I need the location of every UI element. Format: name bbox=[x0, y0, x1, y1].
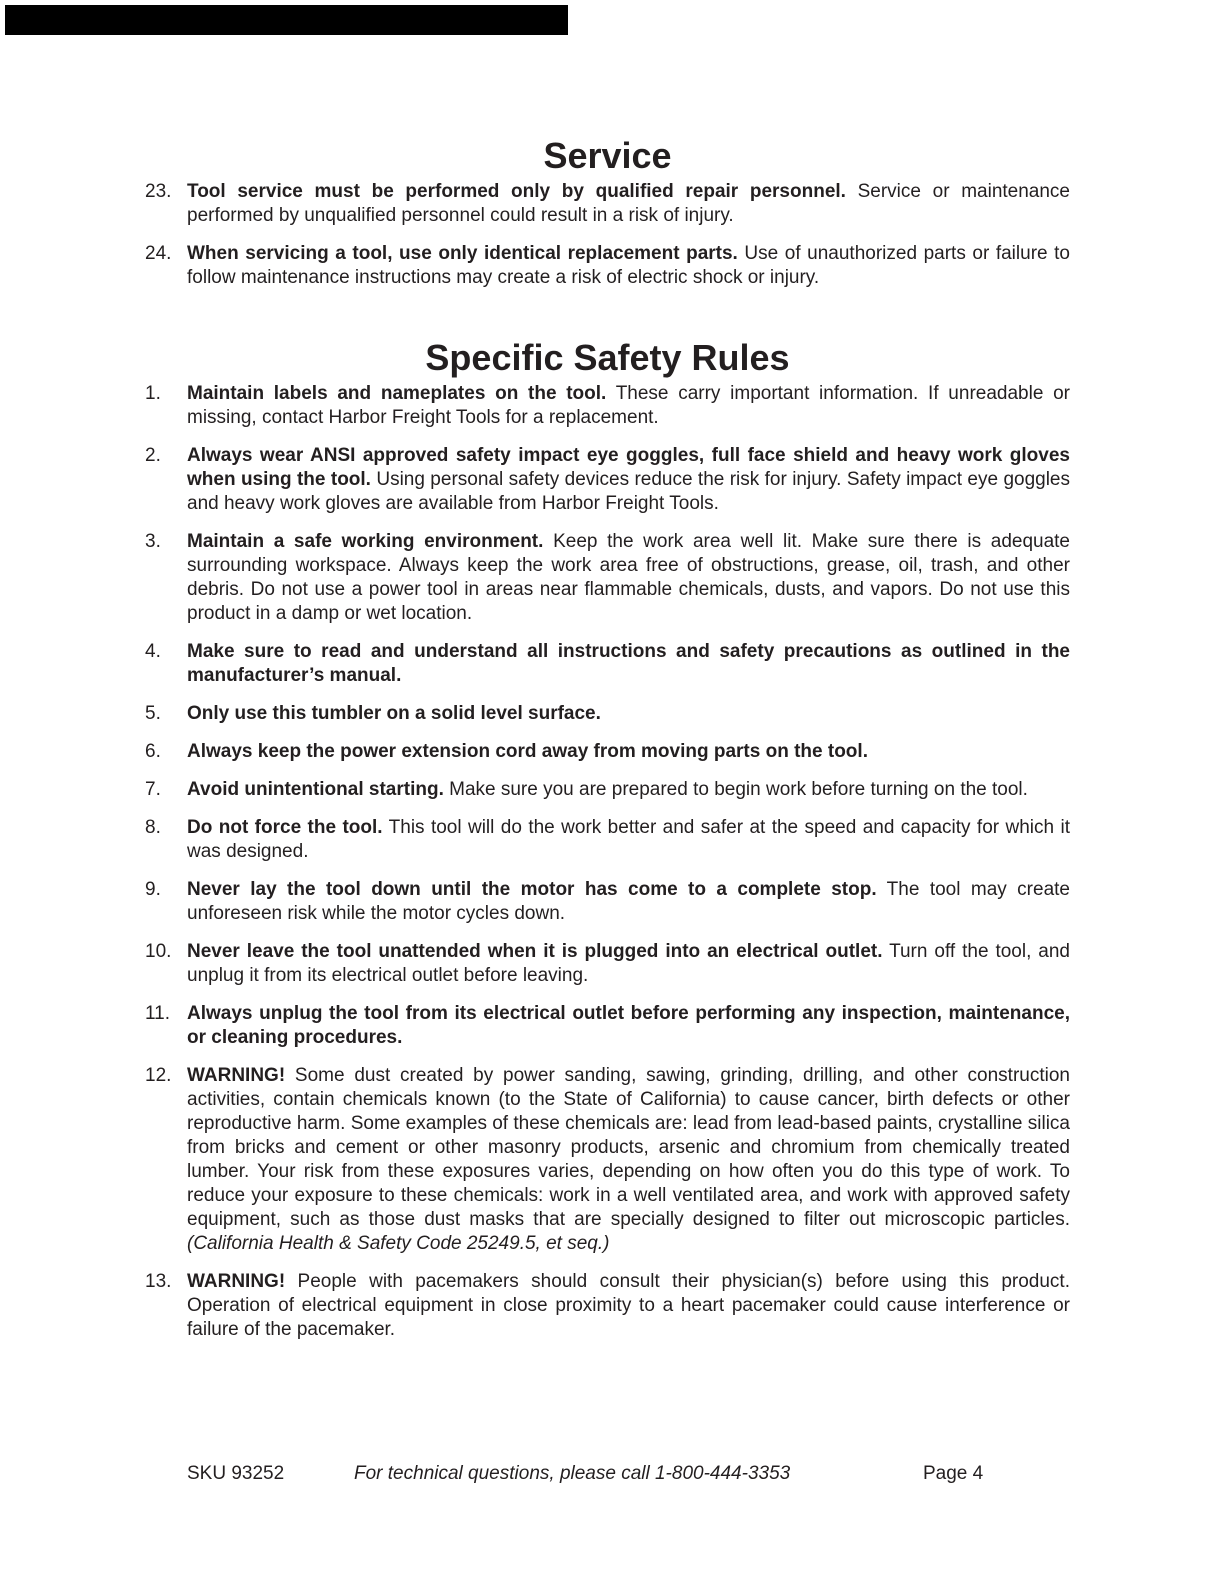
rule-number: 24. bbox=[145, 243, 172, 264]
rule-number: 6. bbox=[145, 741, 161, 762]
rule-lead: WARNING! bbox=[187, 1065, 286, 1086]
rule-item bbox=[145, 640, 1070, 688]
rule-number: 3. bbox=[145, 531, 161, 552]
rule-number: 10. bbox=[145, 941, 172, 962]
rule-item bbox=[145, 180, 1070, 228]
rule-body: Using personal safety devices reduce the risk for injury. Safety impact eye goggles and heavy work gloves are available from Harbor Freight Tools. bbox=[187, 469, 1071, 514]
rule-number: 7. bbox=[145, 779, 161, 800]
rule-number: 4. bbox=[145, 641, 161, 662]
rule-item bbox=[145, 778, 1070, 802]
rule-number: 1. bbox=[145, 383, 161, 404]
rule-item bbox=[145, 1064, 1070, 1256]
rule-lead: Do not force the tool. bbox=[187, 817, 383, 838]
rule-body: Turn off the tool, and unplug it from its electrical outlet before leaving. bbox=[187, 941, 1070, 986]
rule-item bbox=[145, 444, 1070, 516]
rule-body: These carry important information. If unreadable or missing, contact Harbor Freight Tools for a replacement. bbox=[187, 383, 1070, 428]
rule-item bbox=[145, 940, 1070, 988]
page-content bbox=[145, 132, 1070, 1356]
rule-number: 12. bbox=[145, 1065, 172, 1086]
rule-item bbox=[145, 740, 1070, 764]
rule-lead: Always wear ANSI approved safety impact eye goggles, full face shield and heavy work gloves when using the tool. bbox=[187, 445, 1070, 490]
rule-body: People with pacemakers should consult their physician(s) before using this product. Operation of electrical equipment in close proximity to a heart pacemaker could cause interference or failure of the pacemaker. bbox=[187, 1271, 1070, 1340]
rule-lead: Maintain labels and nameplates on the tool. bbox=[187, 383, 607, 404]
specific-rule-list bbox=[145, 382, 1070, 1342]
rule-number: 23. bbox=[145, 181, 172, 202]
rule-lead: Tool service must be performed only by qualified repair personnel. bbox=[187, 181, 846, 202]
rule-item bbox=[145, 1270, 1070, 1342]
header-redaction-bar bbox=[5, 5, 568, 35]
rule-body: Use of unauthorized parts or failure to follow maintenance instructions may create a risk of electric shock or injury. bbox=[187, 243, 1070, 288]
rule-body: Keep the work area well lit. Make sure there is adequate surrounding workspace. Always keep the work area free of obstructions, grease, oil, trash, and other debris. Do not use a power tool in areas near flammable chemicals, dusts, and vapors. Do not use this product in a damp or wet location. bbox=[187, 531, 1070, 624]
rule-body: Service or maintenance performed by unqualified personnel could result in a risk of injury. bbox=[187, 181, 1070, 226]
rule-lead: Always keep the power extension cord away from moving parts on the tool. bbox=[187, 741, 868, 762]
rule-lead: Never leave the tool unattended when it is plugged into an electrical outlet. bbox=[187, 941, 883, 962]
section-gap bbox=[145, 304, 1070, 334]
rule-item bbox=[145, 878, 1070, 926]
rule-item bbox=[145, 816, 1070, 864]
rule-lead: Make sure to read and understand all instructions and safety precautions as outlined in the manufacturer’s manual. bbox=[187, 641, 1070, 686]
rule-item bbox=[145, 382, 1070, 430]
specific-safety-heading: Specific Safety Rules bbox=[425, 337, 790, 378]
rule-item bbox=[145, 702, 1070, 726]
rule-item bbox=[145, 242, 1070, 290]
rule-item bbox=[145, 530, 1070, 626]
rule-body: Make sure you are prepared to begin work before turning on the tool. bbox=[443, 779, 1028, 800]
rule-lead: Always unplug the tool from its electrical outlet before performing any inspection, maintenance, or cleaning procedures. bbox=[187, 1003, 1070, 1048]
rule-lead: Avoid unintentional starting. bbox=[187, 779, 444, 800]
rule-number: 8. bbox=[145, 817, 161, 838]
rule-body: This tool will do the work better and safer at the speed and capacity for which it was designed. bbox=[187, 817, 1070, 862]
rule-number: 13. bbox=[145, 1271, 172, 1292]
rule-lead: Maintain a safe working environment. bbox=[187, 531, 544, 552]
rule-body: Some dust created by power sanding, sawing, grinding, drilling, and other construction activities, contain chemicals known (to the State of California) to cause cancer, birth defects or other reproductive harm. Some examples of these chemicals are: lead from lead-based paints, crystalline silica from bricks and cement or other masonry products, arsenic and chromium from chemically treated lumber. Your risk from these exposures varies, depending on how often you do this type of work. To reduce your exposure to these chemicals: work in a well ventilated area, and work with approved safety equipment, such as those dust masks that are specially designed to filter out microscopic particles. bbox=[187, 1065, 1070, 1230]
rule-lead: When servicing a tool, use only identical replacement parts. bbox=[187, 243, 738, 264]
rule-citation: (California Health & Safety Code 25249.5, et seq.) bbox=[187, 1233, 610, 1254]
footer-page-number: Page 4 bbox=[923, 1463, 984, 1484]
footer-sku: SKU 93252 bbox=[187, 1463, 285, 1484]
rule-number: 9. bbox=[145, 879, 161, 900]
rule-number: 5. bbox=[145, 703, 161, 724]
page-footer bbox=[187, 1462, 987, 1486]
rule-lead: Never lay the tool down until the motor has come to a complete stop. bbox=[187, 879, 877, 900]
rule-lead: WARNING! bbox=[187, 1271, 286, 1292]
rule-body: The tool may create unforeseen risk while the motor cycles down. bbox=[187, 879, 1070, 924]
rule-number: 2. bbox=[145, 445, 161, 466]
footer-tech-support: For technical questions, please call 1-800-444-3353 bbox=[354, 1463, 791, 1484]
rule-item bbox=[145, 1002, 1070, 1050]
service-heading: Service bbox=[543, 135, 672, 176]
rule-lead: Only use this tumbler on a solid level surface. bbox=[187, 703, 601, 724]
rule-number: 11. bbox=[145, 1003, 171, 1024]
service-rule-list bbox=[145, 180, 1070, 290]
